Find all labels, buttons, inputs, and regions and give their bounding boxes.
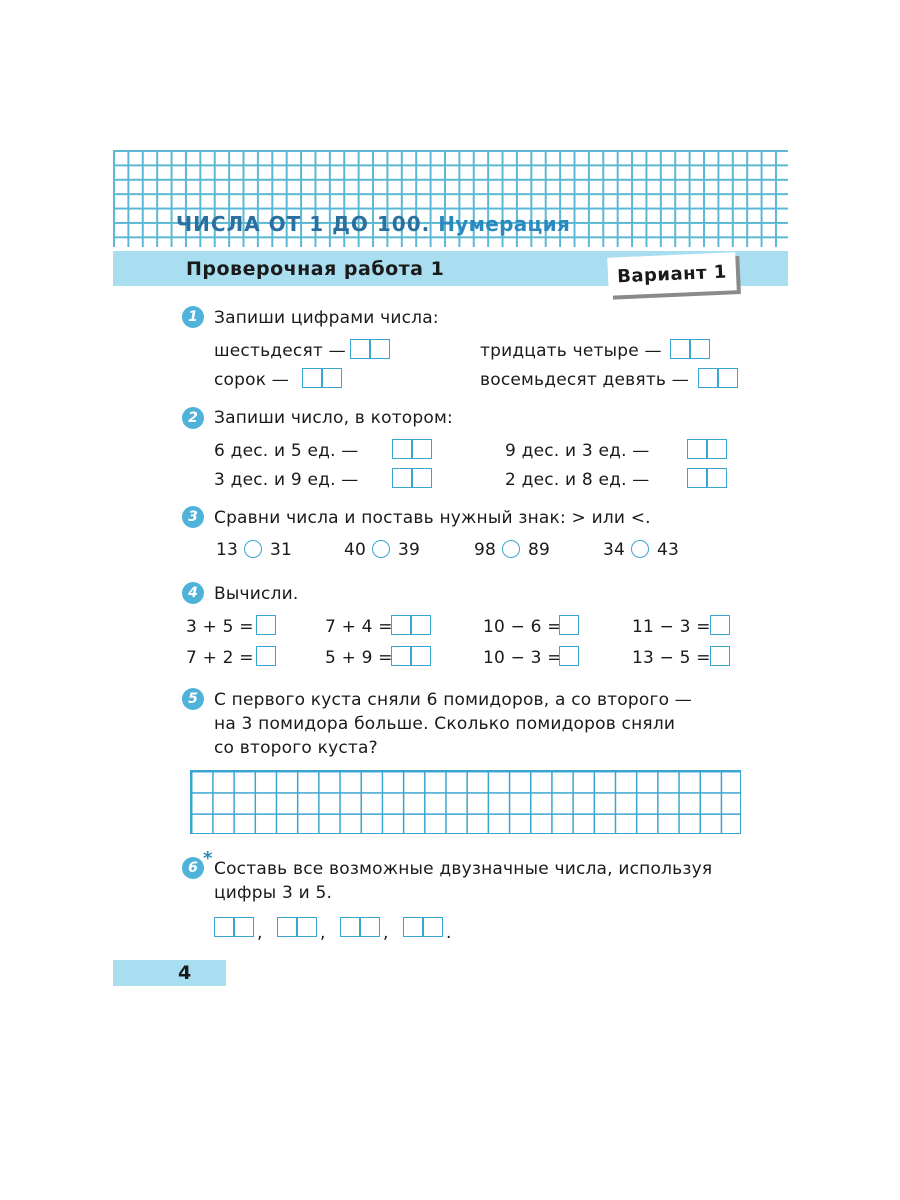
compare-right: 39	[398, 540, 421, 560]
compare-right: 43	[657, 540, 680, 560]
answer-box[interactable]	[392, 468, 432, 488]
task-number-badge: 4	[182, 582, 204, 604]
compare-sign-slot[interactable]	[502, 540, 520, 558]
answer-box[interactable]	[687, 439, 727, 459]
solution-grid[interactable]	[190, 770, 741, 834]
task-number-badge: 1	[182, 306, 204, 328]
answer-box[interactable]	[687, 468, 727, 488]
compare-sign-slot[interactable]	[631, 540, 649, 558]
answer-box[interactable]	[350, 339, 390, 359]
section-title: Проверочная работа 1	[186, 258, 445, 280]
answer-box[interactable]	[340, 917, 380, 937]
compare-left: 34	[603, 540, 626, 560]
answer-box[interactable]	[710, 646, 730, 666]
compare-left: 40	[344, 540, 367, 560]
expression: 7 + 4 =	[325, 617, 393, 637]
expression: 10 − 3 =	[483, 648, 562, 668]
task1-item: восемьдесят девять —	[480, 370, 689, 390]
task3-prompt: Сравни числа и поставь нужный знак: > или <.	[214, 508, 651, 528]
separator: ,	[383, 923, 389, 943]
chapter-title-main: ЧИСЛА ОТ 1 ДО 100.	[176, 212, 431, 236]
task-number-badge: 3	[182, 506, 204, 528]
answer-box[interactable]	[256, 615, 276, 635]
task5-line: С первого куста сняли 6 помидоров, а со второго —	[214, 690, 693, 710]
answer-box[interactable]	[302, 368, 342, 388]
answer-box[interactable]	[559, 615, 579, 635]
answer-box[interactable]	[403, 917, 443, 937]
answer-box[interactable]	[392, 439, 432, 459]
compare-sign-slot[interactable]	[372, 540, 390, 558]
compare-left: 98	[474, 540, 497, 560]
task2-item: 9 дес. и 3 ед. —	[505, 441, 650, 461]
task6-line: Составь все возможные двузначные числа, используя	[214, 859, 713, 879]
chapter-title-sub: Нумерация	[438, 212, 571, 236]
answer-box[interactable]	[559, 646, 579, 666]
task2-item: 3 дес. и 9 ед. —	[214, 470, 359, 490]
task2-item: 2 дес. и 8 ед. —	[505, 470, 650, 490]
answer-box[interactable]	[698, 368, 738, 388]
task-number-badge: 2	[182, 407, 204, 429]
task1-item: шестьдесят —	[214, 341, 346, 361]
expression: 3 + 5 =	[186, 617, 254, 637]
page-number: 4	[178, 962, 192, 984]
task4-prompt: Вычисли.	[214, 584, 299, 604]
page-number-bar	[113, 960, 226, 986]
task6-line: цифры 3 и 5.	[214, 883, 333, 903]
compare-sign-slot[interactable]	[244, 540, 262, 558]
separator: .	[446, 923, 452, 943]
expression: 5 + 9 =	[325, 648, 393, 668]
separator: ,	[320, 923, 326, 943]
task-number-badge: 5	[182, 688, 204, 710]
compare-left: 13	[216, 540, 239, 560]
variant-label: Вариант 1	[607, 252, 737, 296]
answer-box[interactable]	[391, 615, 431, 635]
task2-item: 6 дес. и 5 ед. —	[214, 441, 359, 461]
compare-right: 89	[528, 540, 551, 560]
answer-box[interactable]	[256, 646, 276, 666]
task1-prompt: Запиши цифрами числа:	[214, 308, 439, 328]
star-icon: *	[203, 848, 213, 869]
chapter-title	[176, 212, 570, 236]
compare-right: 31	[270, 540, 293, 560]
expression: 7 + 2 =	[186, 648, 254, 668]
task2-prompt: Запиши число, в котором:	[214, 408, 453, 428]
separator: ,	[257, 923, 263, 943]
task5-line: со второго куста?	[214, 738, 378, 758]
answer-box[interactable]	[710, 615, 730, 635]
answer-box[interactable]	[214, 917, 254, 937]
task5-line: на 3 помидора больше. Сколько помидоров сняли	[214, 714, 676, 734]
expression: 13 − 5 =	[632, 648, 711, 668]
task1-item: сорок —	[214, 370, 290, 390]
answer-box[interactable]	[670, 339, 710, 359]
task-number-badge: 6	[182, 857, 204, 879]
expression: 10 − 6 =	[483, 617, 562, 637]
answer-box[interactable]	[277, 917, 317, 937]
answer-box[interactable]	[391, 646, 431, 666]
expression: 11 − 3 =	[632, 617, 711, 637]
task1-item: тридцать четыре —	[480, 341, 662, 361]
